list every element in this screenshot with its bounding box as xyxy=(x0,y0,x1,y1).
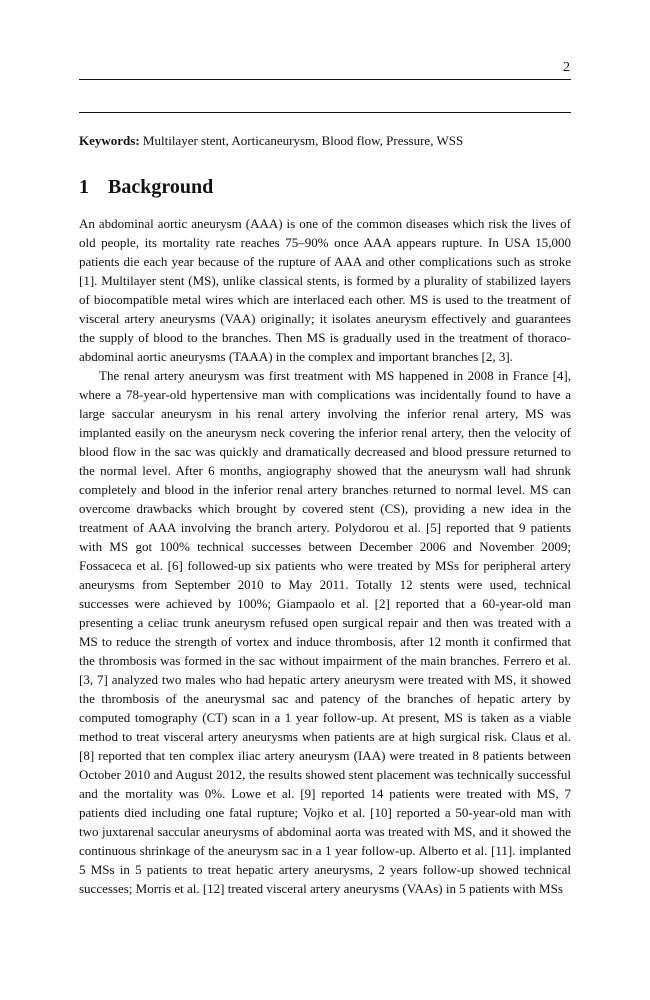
header-rule xyxy=(79,79,571,80)
body-text xyxy=(79,214,571,898)
keywords-label: Keywords: xyxy=(79,133,140,148)
abstract-bottom-rule xyxy=(79,112,571,113)
paragraph: An abdominal aortic aneurysm (AAA) is one of the common diseases which risk the lives of old people, its mortality rate reaches 75–90% once AAA appears rupture. In USA 15,000 patients die each year because of the rupture of AAA and other complications such as stroke [1]. Multilayer stent (MS), unlike classical stents, is formed by a plurality of stabilized layers of biocompatible metal wires which are interlaced each other. MS is used to the treatment of visceral artery aneurysms (VAA) originally; it isolates aneurysm effectively and guarantees the supply of blood to the branches. Then MS is gradually used in the treatment of thoraco-abdominal aortic aneurysms (TAAA) in the complex and important branches [2, 3]. xyxy=(79,216,571,364)
section-title: Background xyxy=(108,176,214,198)
section-number: 1 xyxy=(79,176,89,198)
keywords-line xyxy=(79,132,571,149)
section-heading xyxy=(79,174,213,200)
page-number: 2 xyxy=(563,60,570,75)
keywords-text: Multilayer stent, Aorticaneurysm, Blood flow, Pressure, WSS xyxy=(139,133,464,148)
paragraph: The renal artery aneurysm was first treatment with MS happened in 2008 in France [4], where a 78-year-old hypertensive man with complications was incidentally found to have a large saccular aneurysm in his renal artery involving the inferior renal artery, MS was implanted easily on the aneurysm neck covering the inferior renal artery, then the velocity of blood flow in the sac was quickly and dramatically decreased and blood pressure returned to the normal level. After 6 months, angiography showed that the aneurysm wall had shrunk completely and blood in the inferior renal artery branches returned to normal level. MS can overcome drawbacks which brought by covered stent (CS), providing a new idea in the treatment of AAA involving the branch artery. Polydorou et al. [5] reported that 9 patients with MS got 100% technical successes between December 2006 and November 2009; Fossaceca et al. [6] followed-up six patients who were treated by MSs for peripheral artery aneurysms from September 2010 to May 2011. Totally 12 stents were used, technical successes were achieved by 100%; Giampaolo et al. [2] reported that a 60-year-old man presenting a celiac trunk aneurysm refused open surgical repair and then was treated with a MS to reduce the strength of vortex and induce thrombosis, after 12 month it confirmed that the thrombosis was formed in the sac without impairment of the main branches. Ferrero et al. [3, 7] analyzed two males who had hepatic artery aneurysm were treated with MS, it showed the thrombosis of the aneurysmal sac and patency of the branches of hepatic artery by computed tomography (CT) scan in a 1 year follow-up. At present, MS is taken as a viable method to treat visceral artery aneurysms when patients are at high surgical risk. Claus et al. [8] reported that ten complex iliac artery aneurysm (IAA) were treated in 8 patients between October 2010 and August 2012, the results showed stent placement was technically successful and the mortality was 0%. Lowe et al. [9] reported 14 patients were treated with MS, 7 patients died including one fatal rupture; Vojko et al. [10] reported a 50-year-old man with two juxtarenal saccular aneurysms of abdominal aorta was treated with MS, and it showed the continuous shrinkage of the aneurysm sac in a 1 year follow-up. Alberto et al. [11]. implanted 5 MSs in 5 patients to treat hepatic artery aneurysms, 2 years follow-up showed technical successes; Morris et al. [12] treated visceral artery aneurysms (VAAs) in 5 patients with MSs xyxy=(79,368,571,896)
